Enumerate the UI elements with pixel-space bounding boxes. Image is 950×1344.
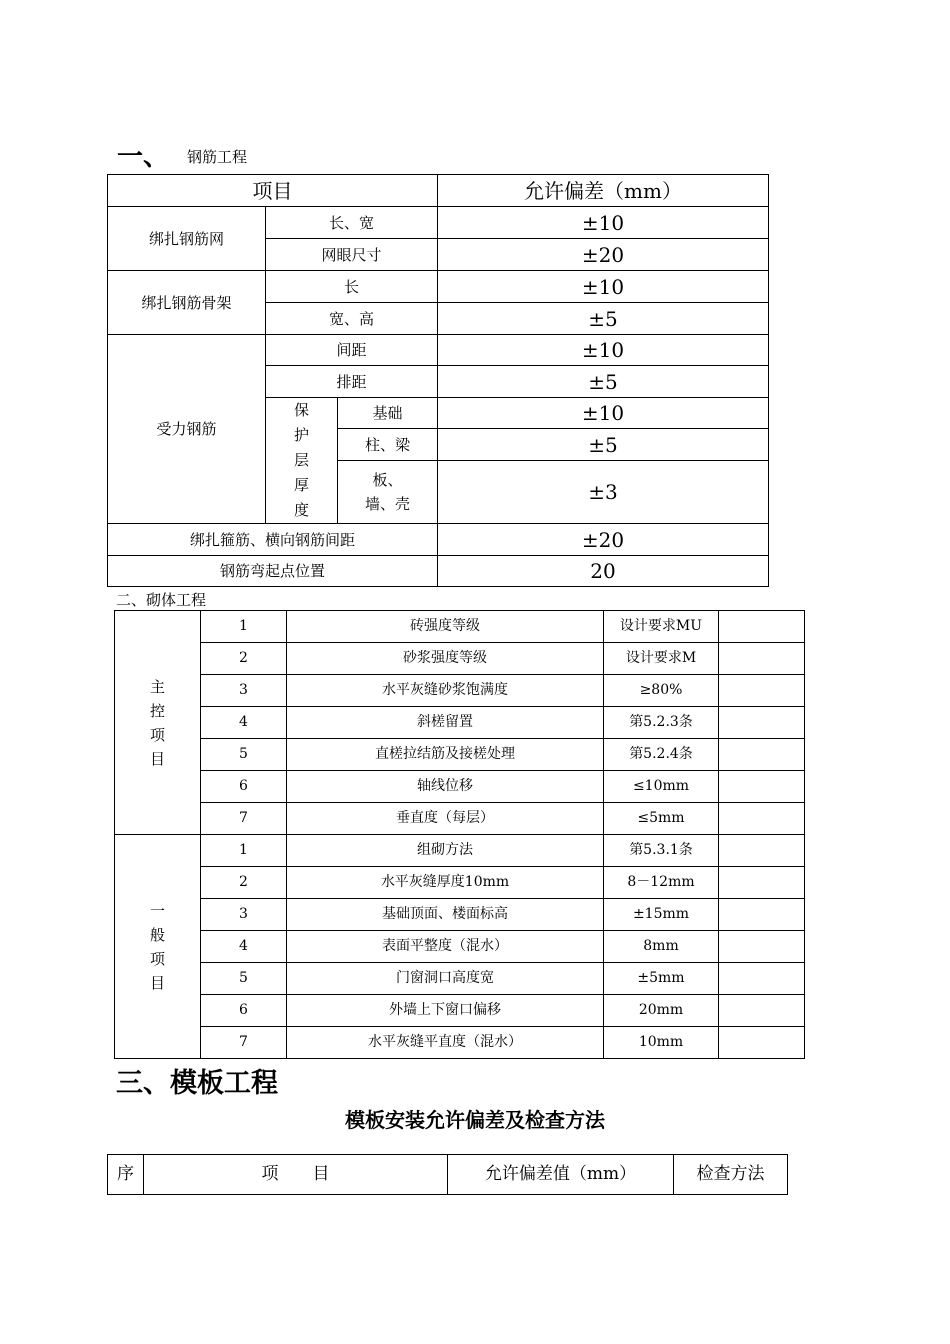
row-number: 4 [201, 931, 287, 963]
group-name: 受力钢筋 [108, 335, 266, 524]
section2-title: 二、砌体工程 [116, 591, 207, 609]
row-value: 第5.3.1条 [604, 835, 719, 867]
row-item: 垂直度（每层） [287, 803, 604, 835]
row-item: 水平灰缝砂浆饱满度 [287, 675, 604, 707]
general-items-label: 一 般 项 目 [115, 835, 201, 1059]
row-item: 间距 [266, 335, 438, 366]
header-seq: 序 [108, 1155, 144, 1195]
row-item: 砂浆强度等级 [287, 643, 604, 675]
blank-cell [719, 995, 805, 1027]
blank-cell [719, 835, 805, 867]
cover-thickness-label: 保 护 层 厚 度 [266, 398, 338, 524]
row-value: 第5.2.4条 [604, 739, 719, 771]
row-tolerance: ±10 [438, 271, 769, 303]
row-number: 7 [201, 1027, 287, 1059]
table-row [115, 643, 805, 675]
masonry-table [114, 610, 805, 1059]
blank-cell [719, 771, 805, 803]
section1-number: 一、 [117, 142, 170, 172]
section1-title: 钢筋工程 [187, 148, 248, 166]
row-item: 长 [266, 271, 438, 303]
row-value: 设计要求M [604, 643, 719, 675]
table-row [115, 931, 805, 963]
row-tolerance: ±20 [438, 239, 769, 271]
row-item: 水平灰缝厚度10mm [287, 867, 604, 899]
row-item: 绑扎箍筋、横向钢筋间距 [108, 524, 438, 556]
row-value: ≥80% [604, 675, 719, 707]
row-item: 外墙上下窗口偏移 [287, 995, 604, 1027]
row-number: 3 [201, 899, 287, 931]
row-number: 5 [201, 963, 287, 995]
row-number: 2 [201, 867, 287, 899]
table-row [115, 835, 805, 867]
group-name: 绑扎钢筋骨架 [108, 271, 266, 335]
row-item: 柱、梁 [338, 429, 438, 461]
row-tolerance: ±10 [438, 207, 769, 239]
row-value: 8－12mm [604, 867, 719, 899]
row-item: 排距 [266, 366, 438, 398]
row-tolerance: 20 [438, 556, 769, 587]
row-tolerance: ±3 [438, 461, 769, 524]
blank-cell [719, 675, 805, 707]
rebar-tolerance-table [107, 174, 769, 587]
row-value: 10mm [604, 1027, 719, 1059]
row-value: 20mm [604, 995, 719, 1027]
section1-heading [117, 136, 247, 173]
section3-subtitle: 模板安装允许偏差及检查方法 [345, 1108, 605, 1132]
row-tolerance: ±5 [438, 303, 769, 335]
table-row [115, 611, 805, 643]
header-item: 项目 [108, 175, 438, 207]
table-row [115, 771, 805, 803]
blank-cell [719, 739, 805, 771]
table-row [115, 963, 805, 995]
row-item: 斜槎留置 [287, 707, 604, 739]
row-number: 1 [201, 611, 287, 643]
header-tolerance: 允许偏差（mm） [438, 175, 769, 207]
table-row [115, 707, 805, 739]
row-number: 2 [201, 643, 287, 675]
row-tolerance: ±10 [438, 335, 769, 366]
table-row [115, 899, 805, 931]
main-items-label: 主 控 项 目 [115, 611, 201, 835]
row-tolerance: ±5 [438, 429, 769, 461]
row-item: 轴线位移 [287, 771, 604, 803]
row-number: 6 [201, 771, 287, 803]
blank-cell [719, 707, 805, 739]
blank-cell [719, 867, 805, 899]
row-item: 组砌方法 [287, 835, 604, 867]
row-value: 第5.2.3条 [604, 707, 719, 739]
row-item: 钢筋弯起点位置 [108, 556, 438, 587]
blank-cell [719, 643, 805, 675]
row-value: ±15mm [604, 899, 719, 931]
formwork-table [107, 1154, 788, 1195]
row-value: 设计要求MU [604, 611, 719, 643]
group-name: 绑扎钢筋网 [108, 207, 266, 271]
row-number: 1 [201, 835, 287, 867]
row-value: ≤5mm [604, 803, 719, 835]
header-tolerance: 允许偏差值（mm） [448, 1155, 674, 1195]
table-row [115, 1027, 805, 1059]
row-item: 网眼尺寸 [266, 239, 438, 271]
blank-cell [719, 803, 805, 835]
table-row [115, 867, 805, 899]
row-value: ±5mm [604, 963, 719, 995]
row-number: 3 [201, 675, 287, 707]
row-number: 6 [201, 995, 287, 1027]
row-tolerance: ±10 [438, 398, 769, 429]
blank-cell [719, 963, 805, 995]
blank-cell [719, 931, 805, 963]
row-item: 水平灰缝平直度（混水） [287, 1027, 604, 1059]
row-item: 板、 墙、壳 [338, 461, 438, 524]
blank-cell [719, 1027, 805, 1059]
table-row [115, 995, 805, 1027]
row-item: 长、宽 [266, 207, 438, 239]
table-row [115, 803, 805, 835]
row-item: 基础 [338, 398, 438, 429]
row-item: 门窗洞口高度宽 [287, 963, 604, 995]
row-number: 5 [201, 739, 287, 771]
blank-cell [719, 611, 805, 643]
section3-title: 三、模板工程 [116, 1068, 278, 1099]
row-item: 砖强度等级 [287, 611, 604, 643]
row-item: 表面平整度（混水） [287, 931, 604, 963]
row-item: 基础顶面、楼面标高 [287, 899, 604, 931]
row-number: 4 [201, 707, 287, 739]
row-item: 宽、高 [266, 303, 438, 335]
header-method: 检查方法 [674, 1155, 788, 1195]
header-item: 项 目 [144, 1155, 448, 1195]
table-row [115, 739, 805, 771]
row-value: ≤10mm [604, 771, 719, 803]
row-tolerance: ±20 [438, 524, 769, 556]
row-tolerance: ±5 [438, 366, 769, 398]
row-number: 7 [201, 803, 287, 835]
table-row [115, 675, 805, 707]
row-value: 8mm [604, 931, 719, 963]
blank-cell [719, 899, 805, 931]
row-item: 直槎拉结筋及接槎处理 [287, 739, 604, 771]
